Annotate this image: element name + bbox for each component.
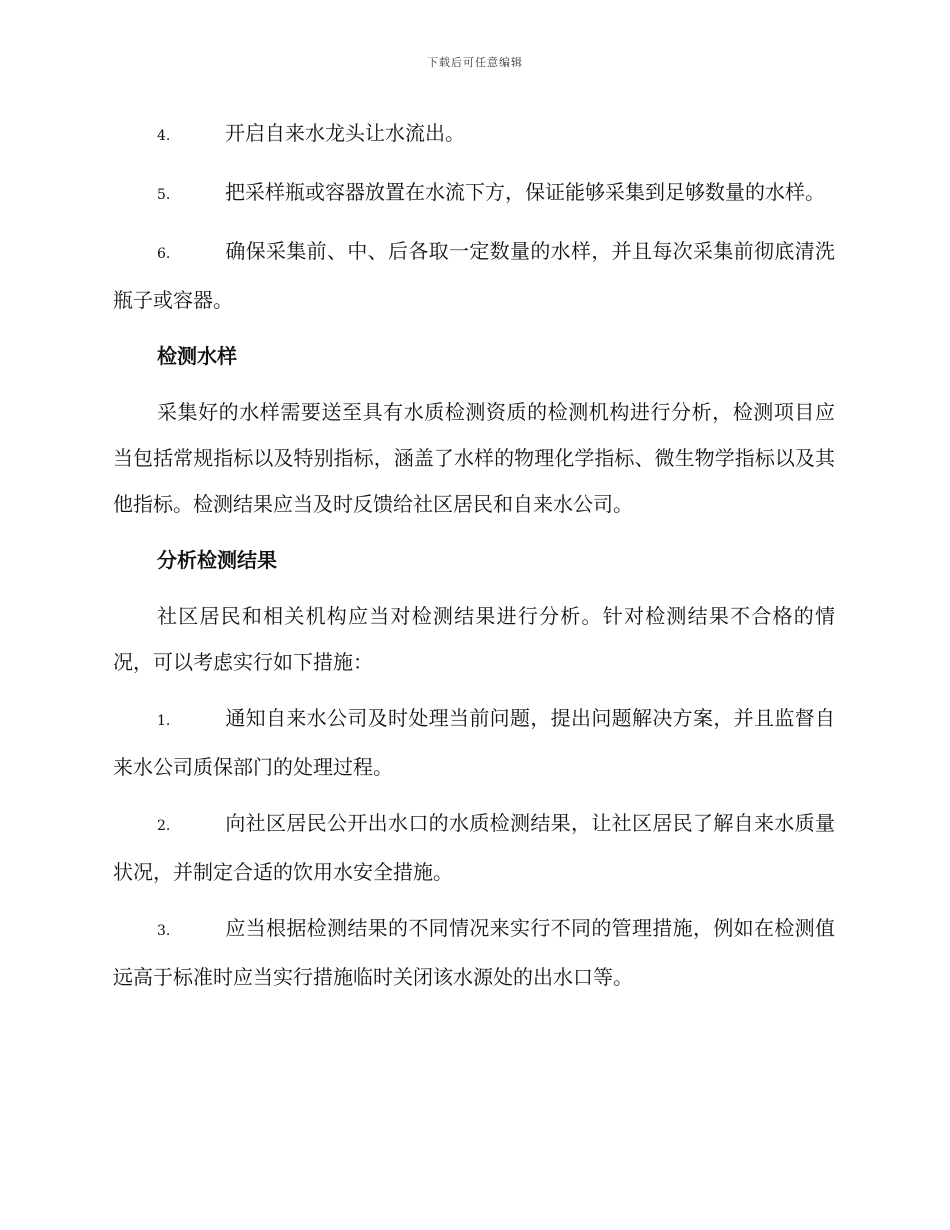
list-text: 开启自来水龙头让水流出。 [225, 121, 465, 145]
section-heading-detection: 检测水样 [157, 344, 237, 368]
list-number: 5. [157, 187, 171, 203]
list-number: 1. [157, 713, 171, 729]
list-item [113, 228, 835, 323]
list-number: 4. [157, 128, 171, 144]
page-header: 下载后可任意编辑 [427, 56, 523, 69]
list-item [113, 905, 835, 1000]
paragraph-analysis: 社区居民和相关机构应当对检测结果进行分析。针对检测结果不合格的情况，可以考虑实行如下措施： [113, 604, 835, 674]
paragraph-detection: 采集好的水样需要送至具有水质检测资质的检测机构进行分析，检测项目应当包括常规指标以及特别指标，涵盖了水样的物理化学指标、微生物学指标以及其他指标。检测结果应当及时反馈给社区居民和自来水公司。 [113, 400, 835, 516]
list-number: 3. [157, 923, 171, 939]
list-text: 确保采集前、中、后各取一定数量的水样，并且每次采集前彻底清洗瓶子或容器。 [113, 239, 835, 312]
document-body [113, 110, 835, 1010]
list-item [113, 110, 835, 159]
list-text: 应当根据检测结果的不同情况来实行不同的管理措施，例如在检测值远高于标准时应当实行措施临时关闭该水源处的出水口等。 [113, 916, 835, 989]
list-number: 2. [157, 818, 171, 834]
list-text: 通知自来水公司及时处理当前问题，提出问题解决方案，并且监督自来水公司质保部门的处理过程。 [113, 706, 835, 779]
list-text: 把采样瓶或容器放置在水流下方，保证能够采集到足够数量的水样。 [225, 180, 825, 204]
list-item [113, 169, 835, 218]
list-number: 6. [157, 246, 171, 262]
list-item [113, 800, 835, 895]
list-text: 向社区居民公开出水口的水质检测结果，让社区居民了解自来水质量状况，并制定合适的饮用水安全措施。 [113, 811, 835, 884]
list-item [113, 695, 835, 790]
section-heading-analysis: 分析检测结果 [157, 548, 277, 572]
